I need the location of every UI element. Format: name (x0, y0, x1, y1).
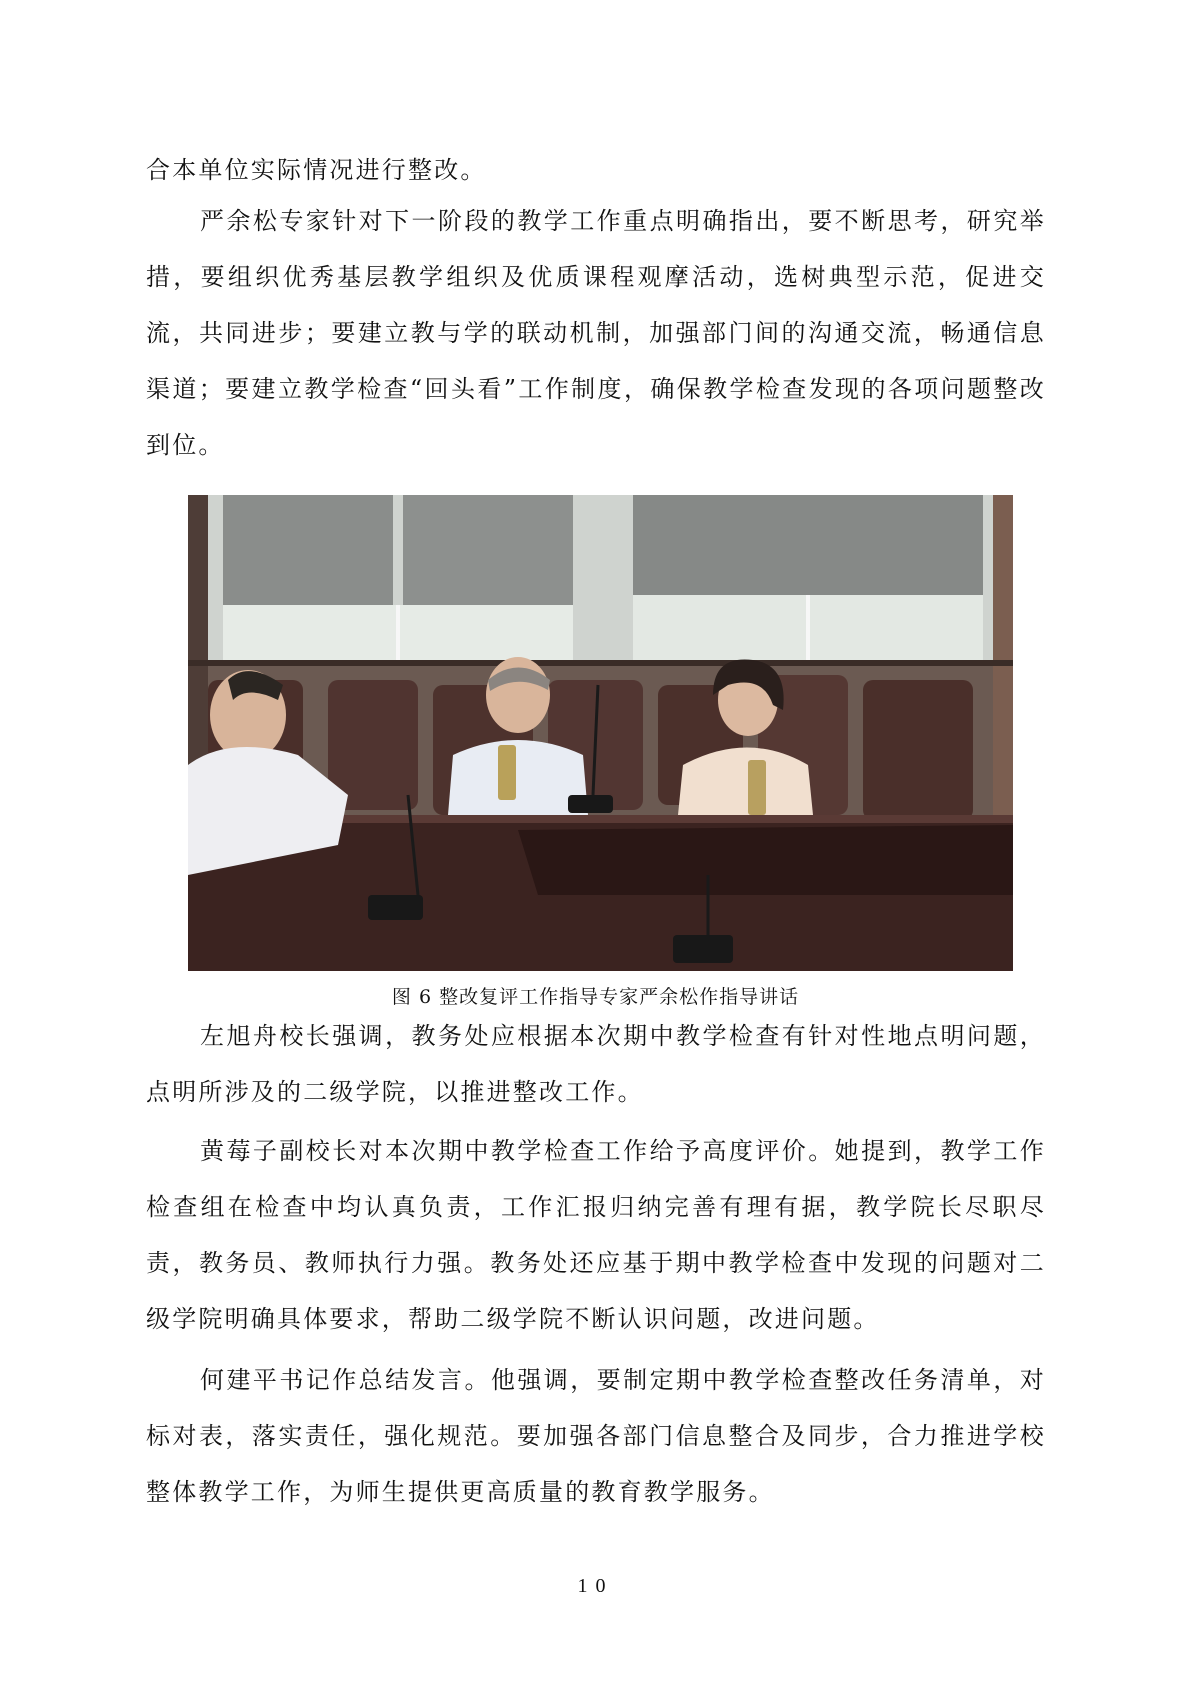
figure-caption: 图 6 整改复评工作指导专家严余松作指导讲话 (391, 986, 800, 1008)
page-number: 10 (577, 1575, 614, 1597)
paragraph-secretary-summary: 何建平书记作总结发言。他强调，要制定期中教学检查整改任务清单，对标对表，落实责任，强化规范。要加强各部门信息整合及同步，合力推进学校整体教学工作，为师生提供更高质量的教育教学服务。 (146, 1366, 1046, 1506)
meeting-photo (188, 495, 1013, 971)
paragraph-principal-remarks: 左旭舟校长强调，教务处应根据本次期中教学检查有针对性地点明问题，点明所涉及的二级学院，以推进整改工作。 (146, 1022, 1046, 1106)
paragraph-continuation: 合本单位实际情况进行整改。 (146, 156, 487, 184)
paragraph-expert-remarks: 严余松专家针对下一阶段的教学工作重点明确指出，要不断思考，研究举措，要组织优秀基层教学组织及优质课程观摩活动，选树典型示范，促进交流，共同进步；要建立教与学的联动机制，加强部门间的沟通交流，畅通信息渠道；要建立教学检查“回头看”工作制度，确保教学检查发现的各项问题整改到位。 (146, 207, 1046, 459)
paragraph-vice-principal-remarks: 黄莓子副校长对本次期中教学检查工作给予高度评价。她提到，教学工作检查组在检查中均认真负责，工作汇报归纳完善有理有据，教学院长尽职尽责，教务员、教师执行力强。教务处还应基于期中教学检查中发现的问题对二级学院明确具体要求，帮助二级学院不断认识问题，改进问题。 (146, 1137, 1046, 1333)
